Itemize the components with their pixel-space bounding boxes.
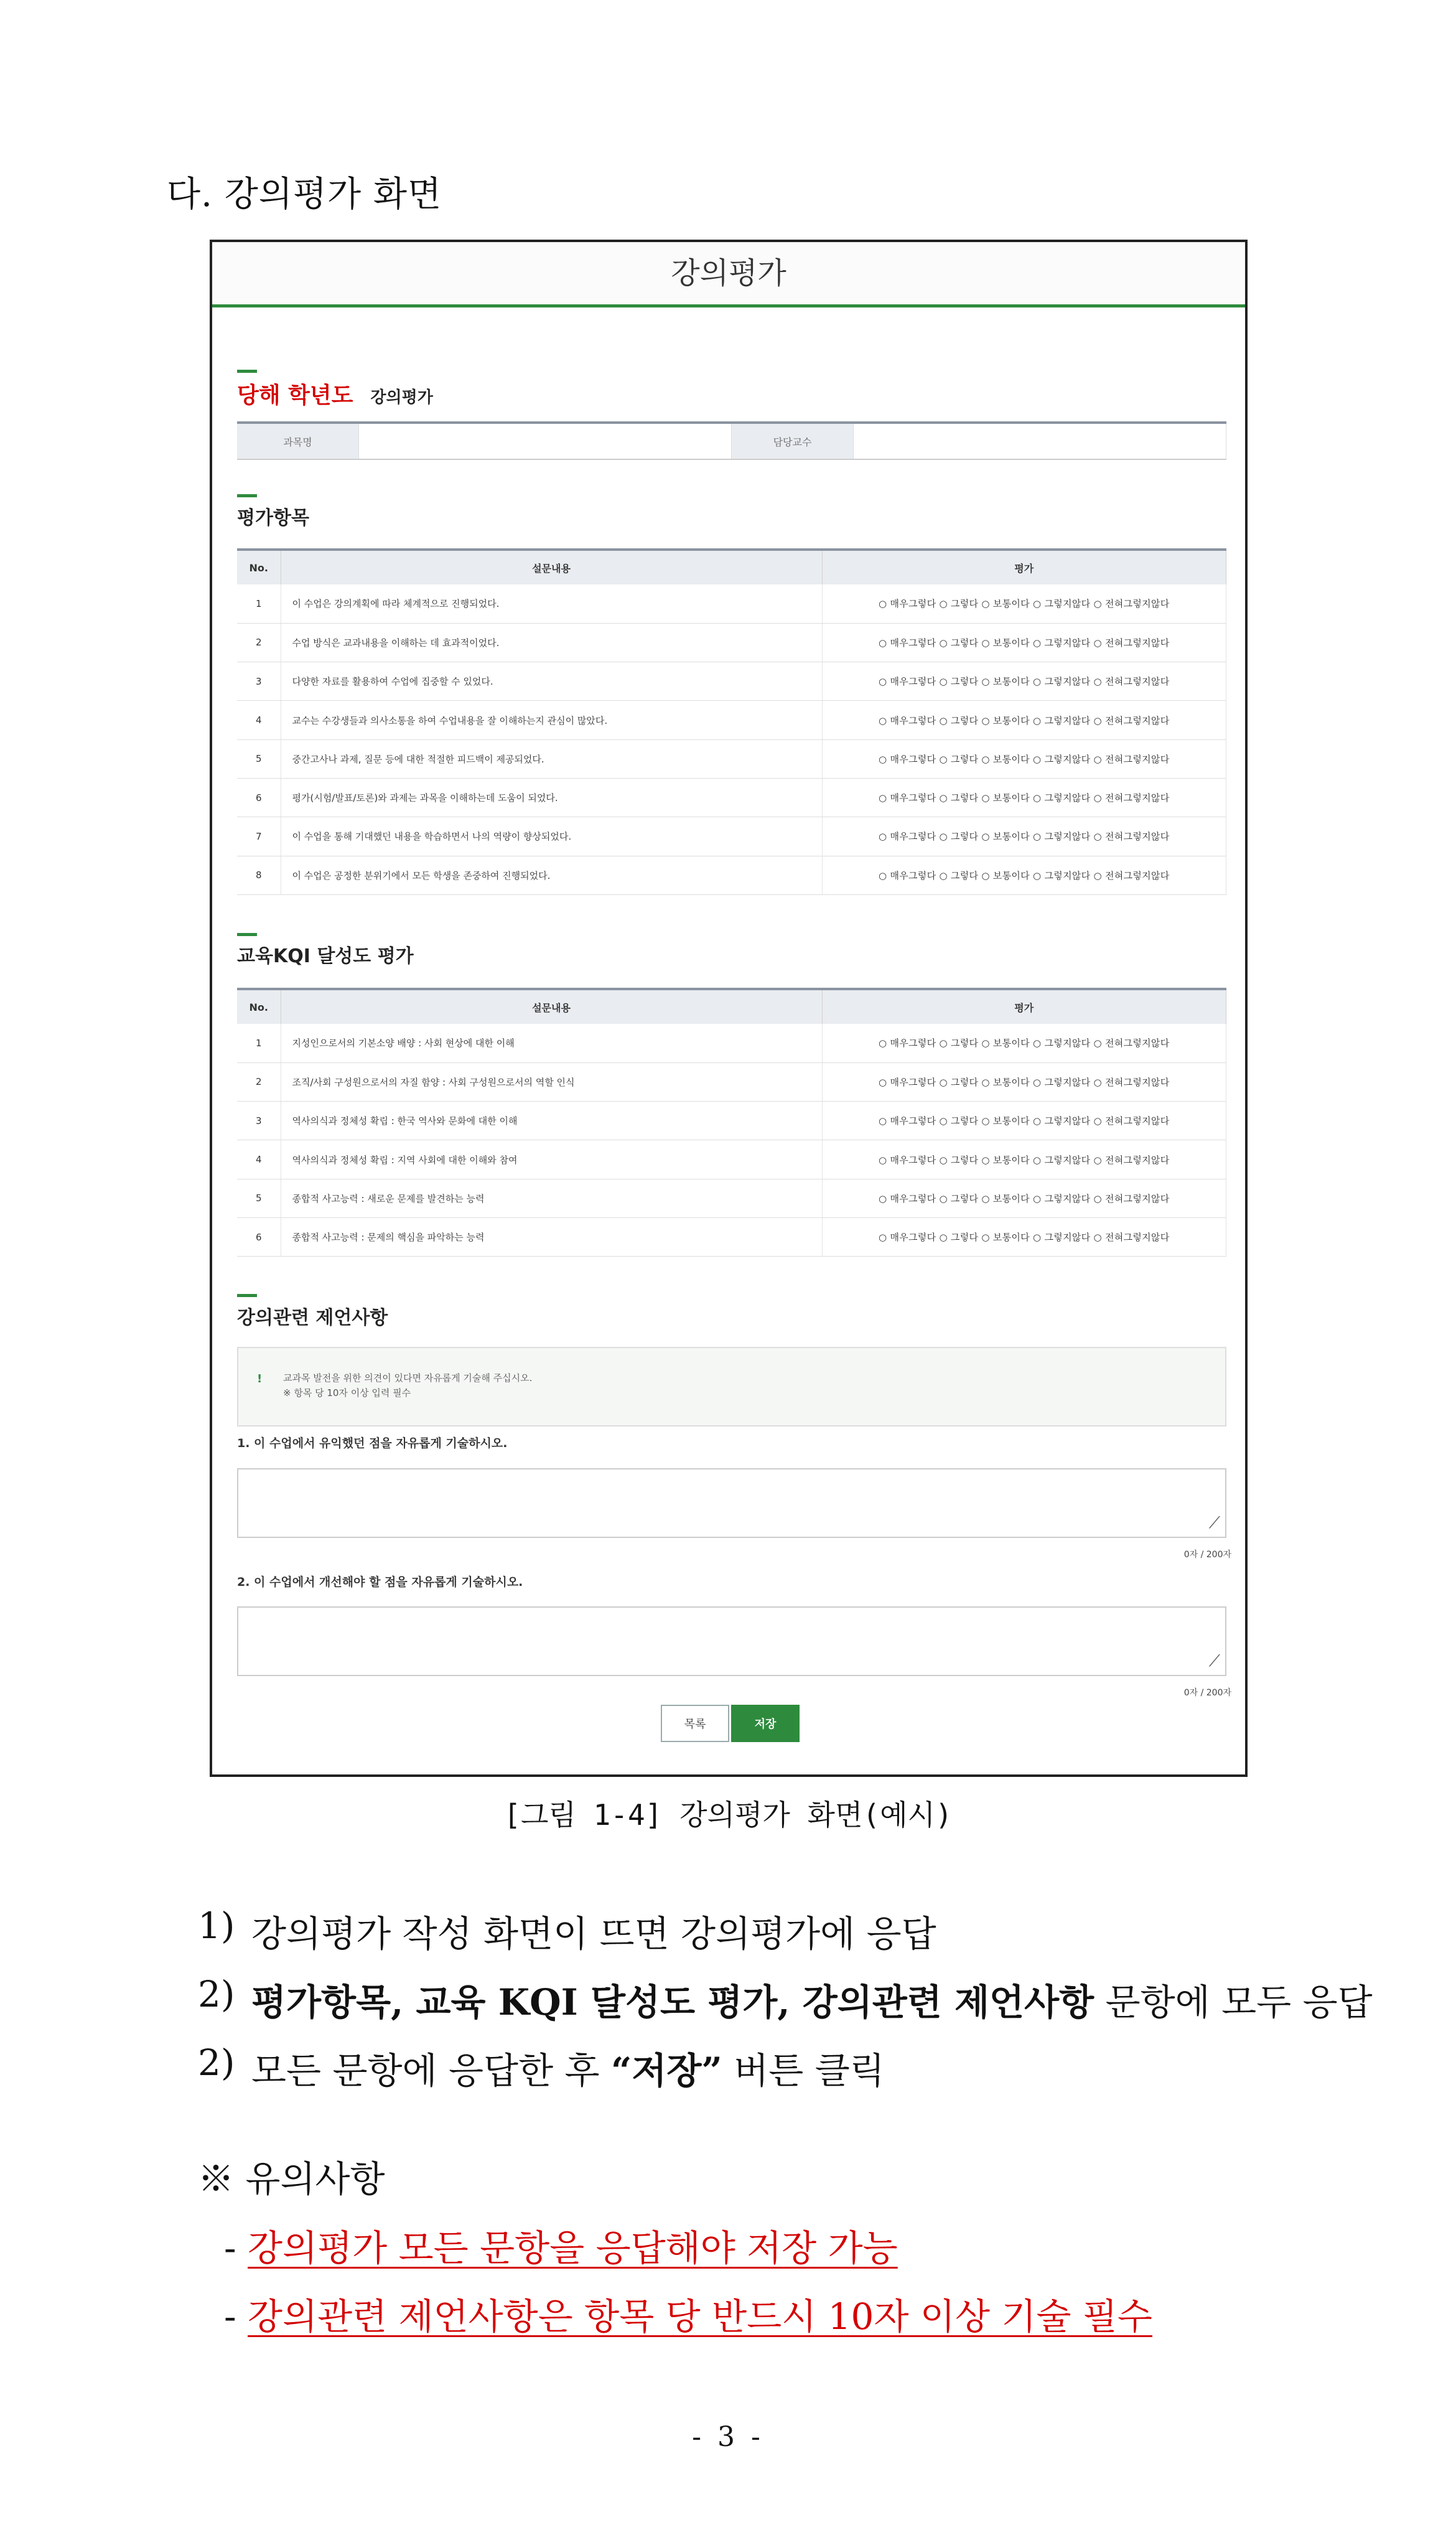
instruction-step: [198, 1973, 1373, 2025]
lecture-evaluation-screenshot: [210, 240, 1248, 1777]
item-number: 3: [237, 662, 281, 701]
rating-radio-group[interactable]: ○ 매우그렇다 ○ 그렇다 ○ 보통이다 ○ 그렇지않다 ○ 전혀그렇지않다: [822, 623, 1226, 662]
note-text: 강의평가 모든 문항을 응답해야 저장 가능: [248, 2227, 898, 2269]
caution-note: [224, 2219, 898, 2271]
item-number: 6: [237, 778, 281, 817]
notes-title: ※ 유의사항: [198, 2158, 385, 2200]
item-question: 평가(시험/발표/토론)와 과제는 과목을 이해하는데 도움이 되었다.: [281, 778, 822, 817]
item-number: 3: [237, 1102, 281, 1140]
section3-title: 강의관련 제언사항: [237, 1307, 388, 1329]
rating-radio-group[interactable]: ○ 매우그렇다 ○ 그렇다 ○ 보통이다 ○ 그렇지않다 ○ 전혀그렇지않다: [822, 1024, 1226, 1062]
section-marker: [237, 933, 257, 936]
rating-radio-group[interactable]: ○ 매우그렇다 ○ 그렇다 ○ 보통이다 ○ 그렇지않다 ○ 전혀그렇지않다: [822, 1062, 1226, 1101]
notice-box: [237, 1347, 1226, 1427]
table-row: [237, 1217, 1226, 1256]
step-number: 2): [198, 1973, 235, 2015]
item-number: 8: [237, 856, 281, 894]
step-text: [251, 1973, 1373, 2025]
table-row: [237, 623, 1226, 662]
step-text-bold: 평가항목, 교육 KQI 달성도 평가, 강의관련 제언사항: [251, 1981, 1094, 2023]
professor-value: [853, 424, 1226, 459]
item-number: 4: [237, 701, 281, 739]
rating-radio-group[interactable]: ○ 매우그렇다 ○ 그렇다 ○ 보통이다 ○ 그렇지않다 ○ 전혀그렇지않다: [822, 584, 1226, 623]
col-rating: 평가: [822, 989, 1226, 1024]
q2-char-counter: 0자 / 200자: [1183, 1688, 1231, 1698]
step-text-part: 문항에 모두 응답: [1094, 1981, 1373, 2023]
table-row: [237, 584, 1226, 623]
col-rating: 평가: [822, 550, 1226, 584]
note-text: 강의관련 제언사항은 항목 당 반드시 10자 이상 기술 필수: [248, 2295, 1152, 2338]
evaluation-table: [237, 548, 1226, 895]
table-row: [237, 1179, 1226, 1217]
section2-title: 교육KQI 달성도 평가: [237, 945, 414, 967]
col-no: No.: [237, 989, 281, 1024]
item-question: 교수는 수강생들과 의사소통을 하여 수업내용을 잘 이해하는지 관심이 많았다.: [281, 701, 822, 739]
q1-label: 1. 이 수업에서 유익했던 점을 자유롭게 기술하시오.: [237, 1436, 508, 1450]
item-question: 중간고사나 과제, 질문 등에 대한 적절한 피드백이 제공되었다.: [281, 739, 822, 778]
save-button[interactable]: 저장: [731, 1705, 800, 1742]
rating-radio-group[interactable]: ○ 매우그렇다 ○ 그렇다 ○ 보통이다 ○ 그렇지않다 ○ 전혀그렇지않다: [822, 817, 1226, 856]
page-number: - 3 -: [692, 2421, 764, 2453]
item-number: 1: [237, 584, 281, 623]
section-marker: [237, 494, 257, 497]
item-question: 이 수업을 통해 기대했던 내용을 학습하면서 나의 역량이 향상되었다.: [281, 817, 822, 856]
course-info-row: [237, 421, 1226, 460]
q2-textarea[interactable]: [237, 1606, 1226, 1676]
note-dash: -: [224, 2227, 248, 2269]
rating-radio-group[interactable]: ○ 매우그렇다 ○ 그렇다 ○ 보통이다 ○ 그렇지않다 ○ 전혀그렇지않다: [822, 1217, 1226, 1256]
year-label: 당해 학년도: [237, 383, 353, 408]
course-label: 과목명: [237, 424, 358, 459]
item-number: 4: [237, 1140, 281, 1179]
q2-label: 2. 이 수업에서 개선해야 할 점을 자유롭게 기술하시오.: [237, 1575, 523, 1589]
doc-heading: 다. 강의평가 화면: [167, 174, 442, 215]
col-no: No.: [237, 550, 281, 584]
notice-line: 교과목 발전을 위한 의견이 있다면 자유롭게 기술해 주십시오.: [283, 1372, 533, 1384]
step-text: [251, 1905, 936, 1957]
caution-note: [224, 2287, 1152, 2340]
kqi-table: [237, 988, 1226, 1257]
rating-radio-group[interactable]: ○ 매우그렇다 ○ 그렇다 ○ 보통이다 ○ 그렇지않다 ○ 전혀그렇지않다: [822, 701, 1226, 739]
step-text-bold: “저장”: [611, 2050, 722, 2092]
course-value: [358, 424, 732, 459]
item-question: 이 수업은 공정한 분위기에서 모든 학생을 존중하여 진행되었다.: [281, 856, 822, 894]
resize-handle-icon[interactable]: ⟋: [1208, 1652, 1220, 1671]
step-text: [251, 2041, 885, 2094]
table-row: [237, 817, 1226, 856]
step-number: 2): [198, 2041, 235, 2084]
q1-textarea[interactable]: [237, 1468, 1226, 1538]
table-row: [237, 1062, 1226, 1101]
item-question: 역사의식과 정체성 확립 : 한국 역사와 문화에 대한 이해: [281, 1102, 822, 1140]
item-number: 2: [237, 623, 281, 662]
notice-line: ※ 항목 당 10자 이상 입력 필수: [283, 1387, 411, 1399]
screen-title: 강의평가: [212, 242, 1245, 307]
col-question: 설문내용: [281, 550, 822, 584]
q1-char-counter: 0자 / 200자: [1183, 1550, 1231, 1560]
item-question: 다양한 자료를 활용하여 수업에 집중할 수 있었다.: [281, 662, 822, 701]
professor-label: 담당교수: [732, 424, 853, 459]
section-marker: [237, 1294, 257, 1297]
table-row: [237, 1140, 1226, 1179]
rating-radio-group[interactable]: ○ 매우그렇다 ○ 그렇다 ○ 보통이다 ○ 그렇지않다 ○ 전혀그렇지않다: [822, 778, 1226, 817]
table-row: [237, 1024, 1226, 1062]
year-section-title: [237, 378, 433, 410]
rating-radio-group[interactable]: ○ 매우그렇다 ○ 그렇다 ○ 보통이다 ○ 그렇지않다 ○ 전혀그렇지않다: [822, 856, 1226, 894]
item-number: 2: [237, 1062, 281, 1101]
table-row: [237, 739, 1226, 778]
resize-handle-icon[interactable]: ⟋: [1208, 1514, 1220, 1532]
item-number: 1: [237, 1024, 281, 1062]
section1-title: 평가항목: [237, 507, 309, 529]
table-row: [237, 856, 1226, 894]
step-text-part: 버튼 클릭: [722, 2050, 885, 2092]
rating-radio-group[interactable]: ○ 매우그렇다 ○ 그렇다 ○ 보통이다 ○ 그렇지않다 ○ 전혀그렇지않다: [822, 1102, 1226, 1140]
item-question: 조직/사회 구성원으로서의 자질 함양 : 사회 구성원으로서의 역할 인식: [281, 1062, 822, 1101]
item-number: 5: [237, 1179, 281, 1217]
figure-caption: [그림 1-4] 강의평가 화면(예시): [503, 1798, 953, 1832]
table-row: [237, 662, 1226, 701]
rating-radio-group[interactable]: ○ 매우그렇다 ○ 그렇다 ○ 보통이다 ○ 그렇지않다 ○ 전혀그렇지않다: [822, 1140, 1226, 1179]
item-number: 5: [237, 739, 281, 778]
table-row: [237, 778, 1226, 817]
item-question: 지성인으로서의 기본소양 배양 : 사회 현상에 대한 이해: [281, 1024, 822, 1062]
item-question: 이 수업은 강의계획에 따라 체계적으로 진행되었다.: [281, 584, 822, 623]
step-text-part: 강의평가 작성 화면이 뜨면 강의평가에 응답: [251, 1913, 936, 1955]
rating-radio-group[interactable]: ○ 매우그렇다 ○ 그렇다 ○ 보통이다 ○ 그렇지않다 ○ 전혀그렇지않다: [822, 1179, 1226, 1217]
step-text-part: 모든 문항에 응답한 후: [251, 2050, 611, 2092]
item-question: 종합적 사고능력 : 새로운 문제를 발견하는 능력: [281, 1179, 822, 1217]
instruction-step: [198, 2041, 885, 2094]
item-number: 7: [237, 817, 281, 856]
note-dash: -: [224, 2295, 248, 2338]
rating-radio-group[interactable]: ○ 매우그렇다 ○ 그렇다 ○ 보통이다 ○ 그렇지않다 ○ 전혀그렇지않다: [822, 662, 1226, 701]
notice-icon: !: [257, 1372, 263, 1385]
rating-radio-group[interactable]: ○ 매우그렇다 ○ 그렇다 ○ 보통이다 ○ 그렇지않다 ○ 전혀그렇지않다: [822, 739, 1226, 778]
item-question: 종합적 사고능력 : 문제의 핵심을 파악하는 능력: [281, 1217, 822, 1256]
item-question: 수업 방식은 교과내용을 이해하는 데 효과적이었다.: [281, 623, 822, 662]
step-number: 1): [198, 1905, 235, 1947]
table-row: [237, 701, 1226, 739]
col-question: 설문내용: [281, 989, 822, 1024]
section-marker: [237, 370, 257, 373]
item-question: 역사의식과 정체성 확립 : 지역 사회에 대한 이해와 참여: [281, 1140, 822, 1179]
item-number: 6: [237, 1217, 281, 1256]
list-button[interactable]: 목록: [661, 1705, 729, 1742]
table-row: [237, 1102, 1226, 1140]
year-sub-label: 강의평가: [370, 388, 433, 407]
instruction-step: [198, 1905, 936, 1957]
